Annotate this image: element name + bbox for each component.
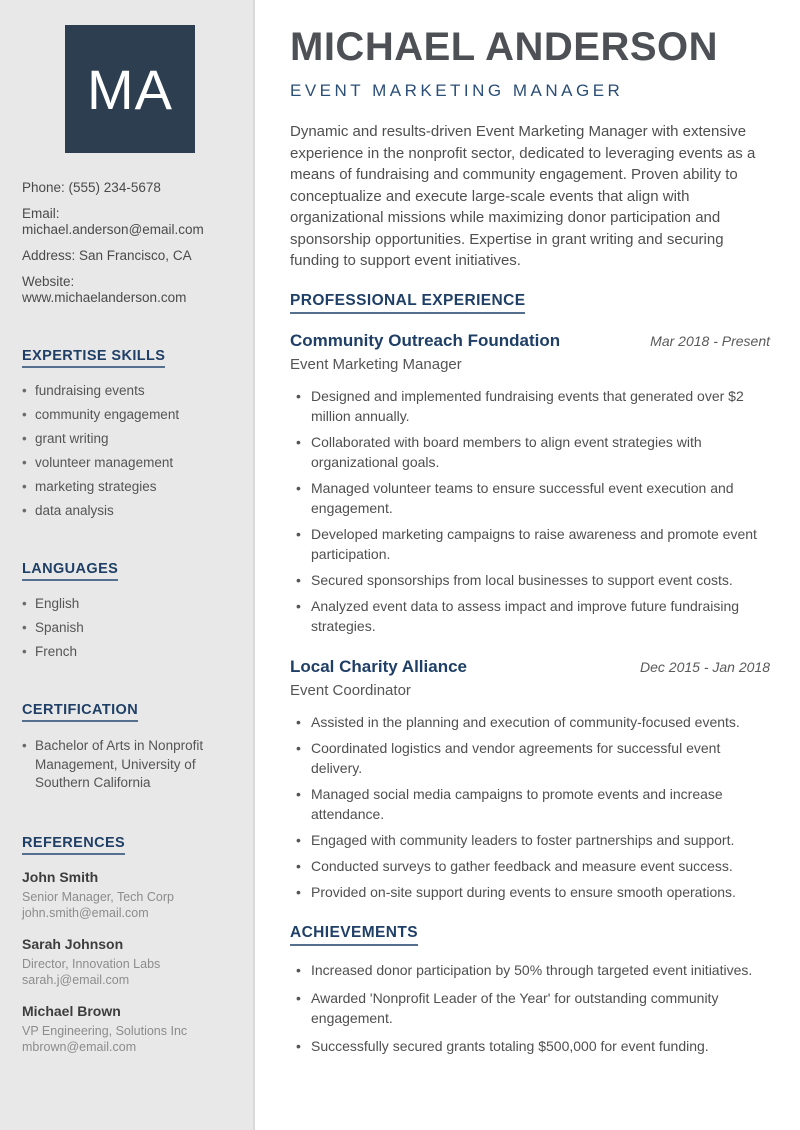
contact-phone: Phone: (555) 234-5678: [22, 180, 161, 195]
job-bullet: • Analyzed event data to assess impact and improve future fundraising strategies.: [290, 596, 770, 636]
certification-list: [22, 737, 238, 793]
language-item: • French: [22, 644, 238, 660]
contact-email: Email: michael.anderson@email.com: [22, 206, 204, 237]
job-bullet: • Managed social media campaigns to promote events and increase attendance.: [290, 784, 770, 824]
job-bullet: • Coordinated logistics and vendor agreements for successful event delivery.: [290, 738, 770, 778]
achievements-section-title: ACHIEVEMENTS: [290, 924, 770, 946]
reference-email: sarah.j@email.com: [22, 973, 130, 987]
reference-role: VP Engineering, Solutions Inc: [22, 1023, 188, 1038]
languages-section: [22, 561, 238, 660]
achievements-list: [290, 960, 770, 1056]
contact-block: [22, 180, 238, 306]
main-content: [257, 0, 800, 1130]
skills-list: [22, 383, 238, 519]
reference-role: Director, Innovation Labs: [22, 956, 161, 971]
job-bullet: • Secured sponsorships from local businesses to support event costs.: [290, 570, 770, 590]
achievement-item: • Awarded 'Nonprofit Leader of the Year' for outstanding community engagement.: [290, 988, 770, 1028]
certification-section: [22, 702, 238, 793]
job-header: [290, 331, 770, 351]
reference-name: Sarah Johnson: [22, 935, 124, 952]
reference-name: John Smith: [22, 868, 99, 885]
job-entry: [290, 331, 770, 636]
job-bullet-list: [290, 712, 770, 902]
job-bullet: • Designed and implemented fundraising events that generated over $2 million annually.: [290, 386, 770, 426]
reference-name: Michael Brown: [22, 1002, 121, 1019]
candidate-title: EVENT MARKETING MANAGER: [290, 81, 624, 100]
skill-item: • fundraising events: [22, 383, 238, 399]
reference-person: [22, 869, 238, 922]
job-bullet: • Managed volunteer teams to ensure successful event execution and engagement.: [290, 478, 770, 518]
job-bullet: • Engaged with community leaders to foster partnerships and support.: [290, 830, 770, 850]
reference-email: john.smith@email.com: [22, 906, 149, 920]
achievements-section: [290, 924, 770, 1056]
references-section: [22, 835, 238, 1056]
certification-section-title: CERTIFICATION: [22, 702, 238, 722]
job-bullet: • Assisted in the planning and execution of community-focused events.: [290, 712, 770, 732]
contact-address: Address: San Francisco, CA: [22, 248, 192, 263]
skills-section: [22, 348, 238, 519]
languages-section-title: LANGUAGES: [22, 561, 238, 581]
reference-role: Senior Manager, Tech Corp: [22, 889, 174, 904]
reference-person: [22, 936, 238, 989]
summary-paragraph: Dynamic and results-driven Event Marketing Manager with extensive experience in the nonprofit sector, dedicated to leveraging events as a means of fundraising and community engagement. Proven ability to conceptualize and execute large-scale events that align with organizational missions while maximizing donor participation and sponsorship opportunities. Expertise in grant writing and securing funding to support event initiatives.: [290, 123, 756, 269]
job-dates: Mar 2018 - Present: [650, 332, 770, 349]
skill-item: • community engagement: [22, 407, 238, 423]
job-entry: [290, 657, 770, 902]
skill-item: • marketing strategies: [22, 479, 238, 495]
monogram-avatar: MA: [65, 25, 195, 153]
certification-item: • Bachelor of Arts in Nonprofit Management, University of Southern California: [22, 737, 238, 793]
language-item: • English: [22, 596, 238, 612]
skill-item: • data analysis: [22, 503, 238, 519]
job-bullet: • Developed marketing campaigns to raise awareness and promote event participation.: [290, 524, 770, 564]
references-section-title: REFERENCES: [22, 835, 238, 855]
sidebar: [0, 0, 255, 1130]
achievement-item: • Successfully secured grants totaling $500,000 for event funding.: [290, 1036, 770, 1056]
job-role: Event Coordinator: [290, 681, 411, 699]
company-name: Community Outreach Foundation: [290, 330, 561, 350]
languages-list: [22, 596, 238, 660]
job-bullet-list: [290, 386, 770, 636]
skill-item: • volunteer management: [22, 455, 238, 471]
skills-section-title: EXPERTISE SKILLS: [22, 348, 238, 368]
skill-item: • grant writing: [22, 431, 238, 447]
job-role: Event Marketing Manager: [290, 355, 462, 373]
job-dates: Dec 2015 - Jan 2018: [640, 658, 770, 675]
experience-section-title: PROFESSIONAL EXPERIENCE: [290, 292, 770, 314]
job-bullet: • Collaborated with board members to align event strategies with organizational goals.: [290, 432, 770, 472]
reference-person: [22, 1003, 238, 1056]
job-bullet: • Provided on-site support during events to ensure smooth operations.: [290, 882, 770, 902]
language-item: • Spanish: [22, 620, 238, 636]
achievement-item: • Increased donor participation by 50% through targeted event initiatives.: [290, 960, 770, 980]
job-bullet: • Conducted surveys to gather feedback and measure event success.: [290, 856, 770, 876]
reference-email: mbrown@email.com: [22, 1040, 137, 1054]
contact-website: Website: www.michaelanderson.com: [22, 274, 187, 305]
job-header: [290, 657, 770, 677]
company-name: Local Charity Alliance: [290, 656, 467, 676]
candidate-name: MICHAEL ANDERSON: [290, 25, 719, 69]
